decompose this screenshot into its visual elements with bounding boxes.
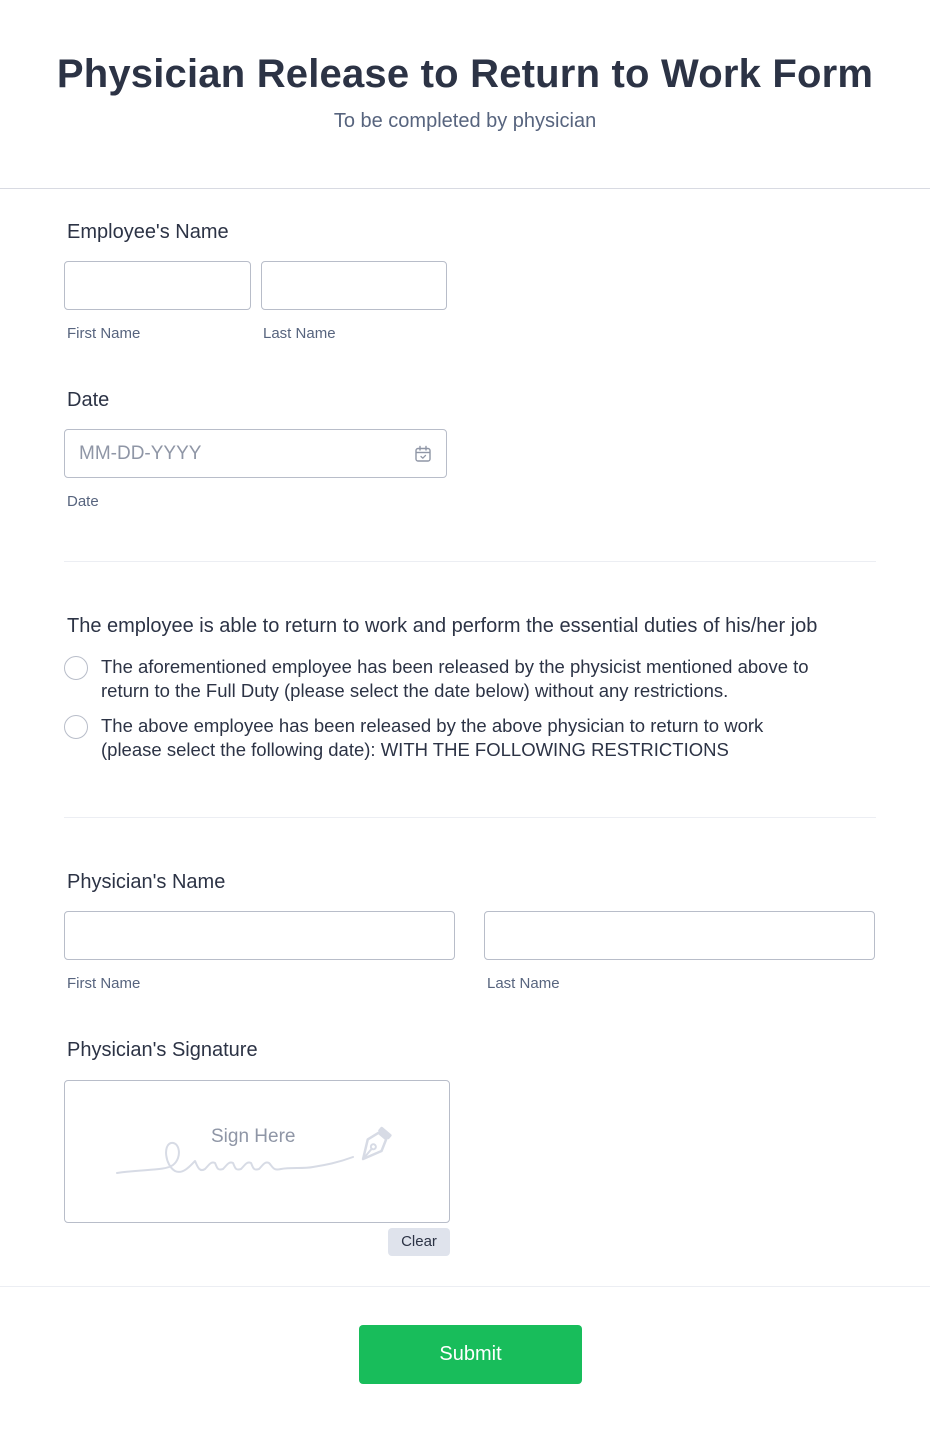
return-question-label: The employee is able to return to work and perform the essential duties of his/her job xyxy=(67,615,818,637)
date-input[interactable] xyxy=(64,429,447,478)
radio-with-restrictions-label[interactable] xyxy=(101,714,763,762)
pen-nib-icon xyxy=(351,1123,397,1169)
submit-button[interactable]: Submit xyxy=(359,1325,582,1384)
physician-name-label: Physician's Name xyxy=(67,871,226,893)
radio-full-duty[interactable] xyxy=(64,656,88,680)
physician-last-name-sublabel: Last Name xyxy=(487,975,560,992)
employee-name-label: Employee's Name xyxy=(67,221,229,243)
footer-divider xyxy=(0,1286,930,1287)
radio-full-duty-line1: The aforementioned employee has been released by the physicist mentioned above to xyxy=(101,656,809,677)
section-divider xyxy=(64,817,876,818)
clear-signature-button[interactable]: Clear xyxy=(388,1228,450,1256)
page-title: Physician Release to Return to Work Form xyxy=(56,52,874,96)
date-sublabel: Date xyxy=(67,493,99,510)
employee-last-name-sublabel: Last Name xyxy=(263,325,336,342)
radio-full-duty-label[interactable] xyxy=(101,655,809,703)
physician-first-name-input[interactable] xyxy=(64,911,455,960)
employee-first-name-sublabel: First Name xyxy=(67,325,141,342)
date-label: Date xyxy=(67,389,110,411)
page-subtitle: To be completed by physician xyxy=(333,110,597,132)
physician-signature-label: Physician's Signature xyxy=(67,1039,258,1061)
physician-last-name-input[interactable] xyxy=(484,911,875,960)
signature-placeholder: Sign Here xyxy=(211,1126,296,1147)
employee-last-name-input[interactable] xyxy=(261,261,447,310)
radio-with-restrictions-line2: (please select the following date): WITH THE FOLLOWING RESTRICTIONS xyxy=(101,739,729,760)
section-divider xyxy=(64,561,876,562)
radio-with-restrictions[interactable] xyxy=(64,715,88,739)
signature-pad[interactable] xyxy=(64,1080,450,1223)
header-divider xyxy=(0,188,930,189)
physician-first-name-sublabel: First Name xyxy=(67,975,141,992)
date-placeholder: MM-DD-YYYY xyxy=(79,443,202,464)
calendar-icon[interactable] xyxy=(414,445,432,463)
radio-with-restrictions-line1: The above employee has been released by the above physician to return to work xyxy=(101,715,764,736)
radio-full-duty-line2: return to the Full Duty (please select the date below) without any restrictions. xyxy=(101,680,729,701)
employee-first-name-input[interactable] xyxy=(64,261,251,310)
